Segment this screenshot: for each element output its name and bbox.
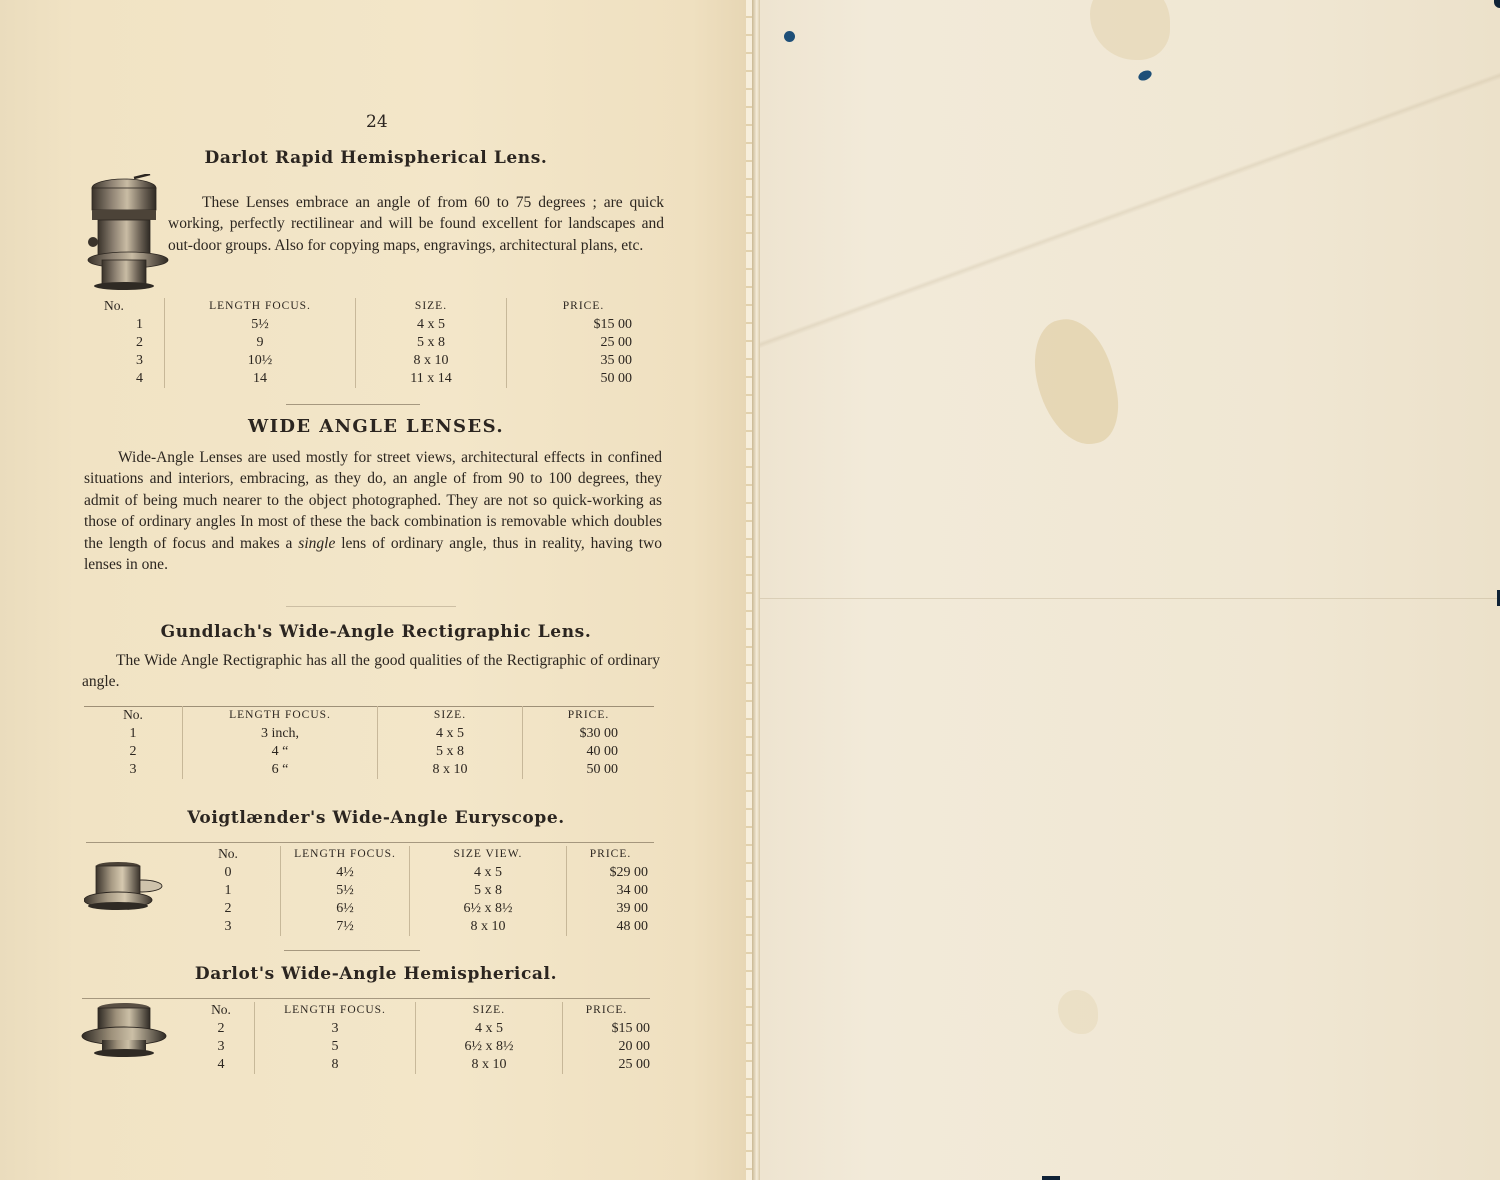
section-title-darlot-rapid: Darlot Rapid Hemispherical Lens. xyxy=(204,148,548,168)
col-header-length-focus: LENGTH FOCUS. xyxy=(255,1002,416,1020)
table-row: 3 5 6½ x 8½ 20 00 xyxy=(217,1039,650,1054)
right-page-blank xyxy=(760,0,1500,1180)
price-table-darlot-wide-angle xyxy=(188,1002,650,1074)
table-row: 0 4½ 4 x 5 $29 00 xyxy=(176,864,654,882)
fold-crease-diagonal xyxy=(760,0,1500,420)
section-title-wide-angle: WIDE ANGLE LENSES. xyxy=(247,416,505,437)
table-row: 3 7½ 8 x 10 48 00 xyxy=(176,918,654,936)
section-description-wide-angle: Wide-Angle Lenses are used mostly for street views, architectural effects in confined situations and interiors, embracing, as they do, an angle of from 90 to 100 degrees, they admit of being much nearer to the object photographed. They are not so quick-working as those of ordinary angles In most of these the back combination is removable which doubles the length of focus and makes a single lens of ordinary angle, thus in reality, having two lenses in one. xyxy=(84,449,662,574)
col-header-length-focus: LENGTH FOCUS. xyxy=(165,298,356,316)
section-title-voigtlaender: Voigtlænder's Wide-Angle Euryscope. xyxy=(187,808,565,828)
col-header-no: No. xyxy=(123,707,143,722)
section-description-gundlach: The Wide Angle Rectigraphic has all the good qualities of the Rectigraphic of ordinary angle. xyxy=(82,652,660,691)
col-header-no: No. xyxy=(104,298,124,313)
ink-spot xyxy=(784,31,795,42)
col-header-size: SIZE. xyxy=(378,707,523,726)
water-stain-small xyxy=(1058,990,1098,1034)
price-table-gundlach xyxy=(84,706,654,779)
col-header-price: PRICE. xyxy=(563,1002,651,1020)
divider xyxy=(82,998,650,999)
col-header-price: PRICE. xyxy=(567,846,655,864)
col-header-size: SIZE. xyxy=(356,298,507,316)
table-row: 2 3 4 x 5 $15 00 xyxy=(217,1021,650,1036)
col-header-price: PRICE. xyxy=(507,298,661,316)
table-row: 1 3 inch, 4 x 5 $30 00 xyxy=(84,725,654,743)
book-gutter xyxy=(752,0,760,1180)
divider xyxy=(86,842,654,843)
col-header-price: PRICE. xyxy=(523,707,655,726)
price-table-darlot-rapid xyxy=(104,298,660,388)
divider xyxy=(286,606,456,607)
col-header-no: No. xyxy=(211,1002,231,1017)
lens-engraving-tall-icon xyxy=(84,174,170,294)
price-table-voigtlaender xyxy=(176,846,654,936)
fold-crease-horizontal xyxy=(760,598,1500,599)
section-description-darlot-rapid: These Lenses embrace an angle of from 60 to 75 degrees ; are quick working, perfectly rectilinear and will be found excellent for landscapes and out-door groups. Also for copying maps, engravings, architectural plans, etc. xyxy=(168,194,664,254)
edge-damage xyxy=(1042,1176,1060,1180)
col-header-size: SIZE. xyxy=(416,1002,563,1020)
table-row: 1 5½ 4 x 5 $15 00 xyxy=(104,316,660,334)
divider xyxy=(284,950,420,951)
lens-engraving-flat-with-tab-icon xyxy=(84,862,166,914)
table-row: 2 9 5 x 8 25 00 xyxy=(104,334,660,352)
table-row: 3 10½ 8 x 10 35 00 xyxy=(104,352,660,370)
table-row: 2 4 “ 5 x 8 40 00 xyxy=(84,743,654,761)
divider xyxy=(286,404,420,405)
table-row: 3 6 “ 8 x 10 50 00 xyxy=(84,761,654,779)
col-header-size-view: SIZE VIEW. xyxy=(410,846,567,864)
section-title-gundlach: Gundlach's Wide-Angle Rectigraphic Lens. xyxy=(160,622,592,642)
col-header-length-focus: LENGTH FOCUS. xyxy=(281,846,410,864)
table-row: 1 5½ 5 x 8 34 00 xyxy=(176,882,654,900)
table-row: 2 6½ 6½ x 8½ 39 00 xyxy=(176,900,654,918)
table-row: 4 14 11 x 14 50 00 xyxy=(104,370,660,388)
col-header-no: No. xyxy=(218,846,238,861)
table-row: 4 8 8 x 10 25 00 xyxy=(217,1057,650,1072)
col-header-length-focus: LENGTH FOCUS. xyxy=(183,707,378,726)
section-title-darlot-wide-angle: Darlot's Wide-Angle Hemispherical. xyxy=(194,964,558,984)
lens-engraving-flat-icon xyxy=(80,1002,168,1058)
page-number: 24 xyxy=(366,112,388,132)
